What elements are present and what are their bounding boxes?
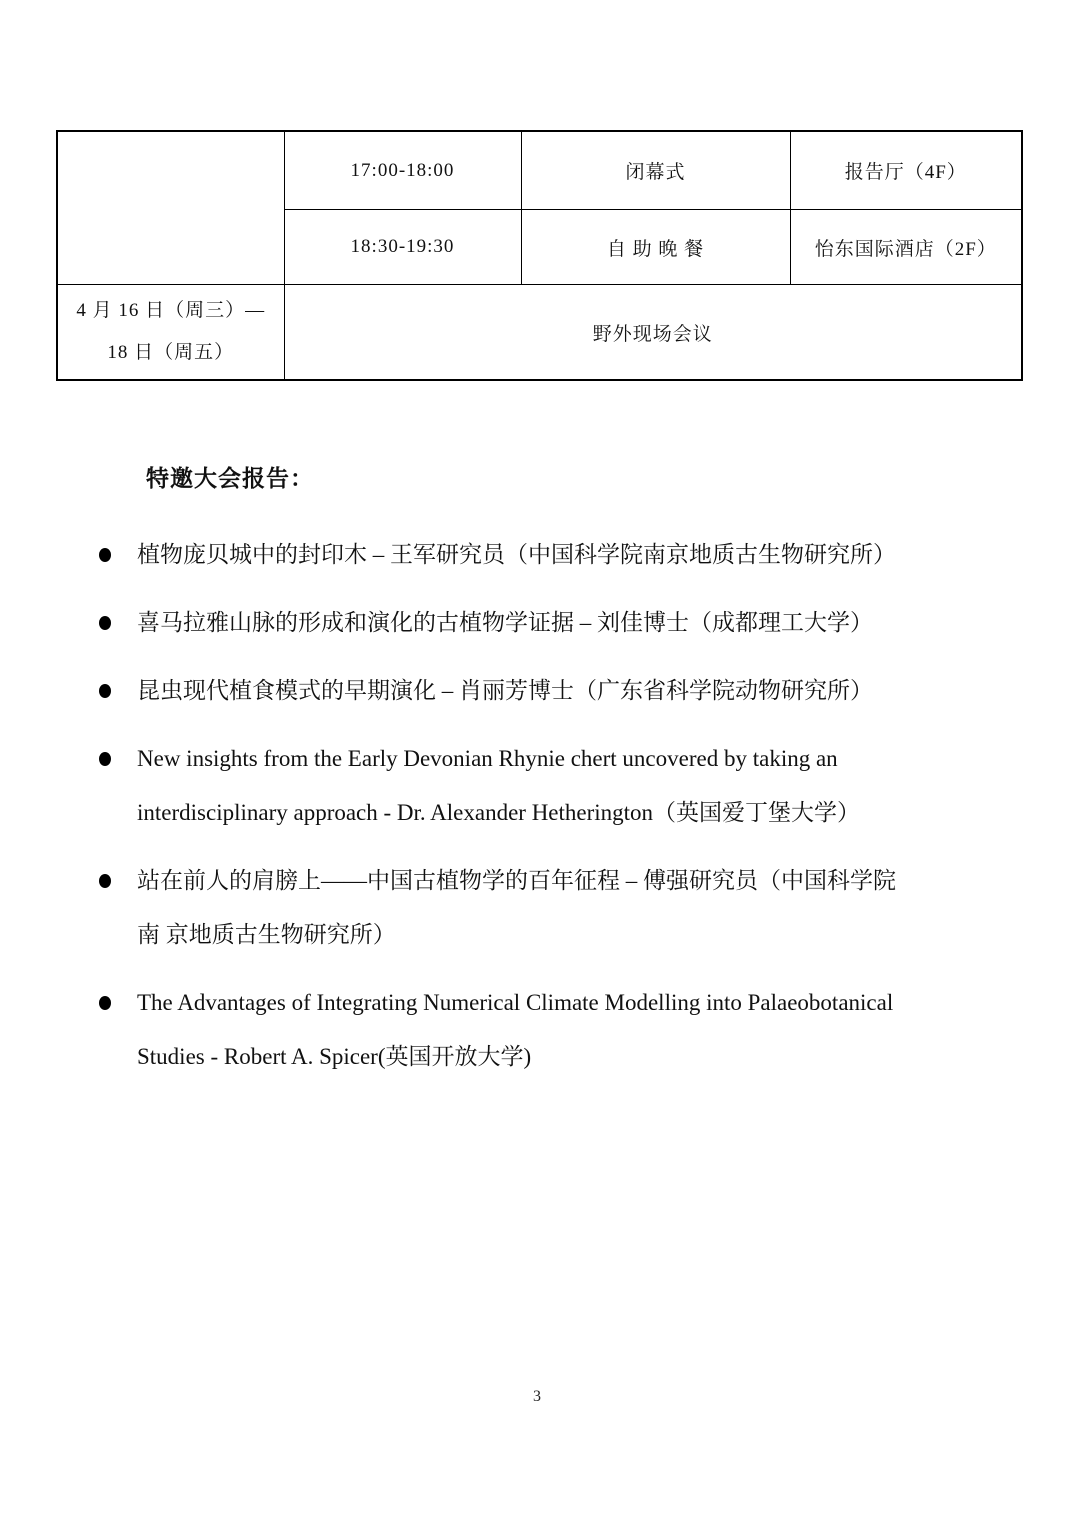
talk-text: interdisciplinary approach - Dr. Alexander Hetherington（英国爱丁堡大学） bbox=[137, 800, 861, 825]
page-number: 3 bbox=[533, 1388, 541, 1405]
list-item bbox=[99, 854, 1029, 962]
invited-talks-list bbox=[99, 528, 1029, 1098]
location-cell: 怡东国际酒店（2F） bbox=[790, 210, 1022, 285]
talk-text: The Advantages of Integrating Numerical Climate Modelling into Palaeobotanical bbox=[137, 990, 894, 1015]
bullet-icon bbox=[99, 548, 111, 562]
bullet-icon bbox=[99, 684, 111, 698]
talk-text: 站在前人的肩膀上——中国古植物学的百年征程 – 傅强研究员（中国科学院 bbox=[137, 868, 896, 893]
time-cell: 18:30-19:30 bbox=[284, 210, 521, 285]
bullet-icon bbox=[99, 752, 111, 766]
list-item bbox=[99, 976, 1029, 1084]
table-row bbox=[57, 285, 1022, 381]
talk-text: 植物庞贝城中的封印木 – 王军研究员（中国科学院南京地质古生物研究所） bbox=[137, 542, 896, 567]
section-heading: 特邀大会报告： bbox=[146, 466, 314, 491]
talk-text: 南 京地质古生物研究所） bbox=[137, 922, 396, 947]
bullet-icon bbox=[99, 874, 111, 888]
bullet-icon bbox=[99, 996, 111, 1010]
date-cell-empty bbox=[57, 131, 284, 285]
date-cell bbox=[57, 285, 284, 381]
location-cell: 报告厅（4F） bbox=[790, 131, 1022, 210]
bullet-icon bbox=[99, 616, 111, 630]
list-item bbox=[99, 528, 1029, 582]
event-cell: 自 助 晚 餐 bbox=[521, 210, 790, 285]
list-item bbox=[99, 732, 1029, 840]
talk-text: 昆虫现代植食模式的早期演化 – 肖丽芳博士（广东省科学院动物研究所） bbox=[137, 678, 873, 703]
list-item bbox=[99, 596, 1029, 650]
event-cell: 闭幕式 bbox=[521, 131, 790, 210]
talk-text: New insights from the Early Devonian Rhynie chert uncovered by taking an bbox=[137, 746, 838, 771]
schedule-table bbox=[56, 130, 1023, 381]
talk-text: 喜马拉雅山脉的形成和演化的古植物学证据 – 刘佳博士（成都理工大学） bbox=[137, 610, 873, 635]
list-item bbox=[99, 664, 1029, 718]
time-cell: 17:00-18:00 bbox=[284, 131, 521, 210]
date-line-1: 4 月 16 日（周三）— bbox=[76, 300, 266, 321]
event-cell: 野外现场会议 bbox=[284, 285, 1022, 381]
date-line-2: 18 日（周五） bbox=[107, 342, 235, 363]
talk-text: Studies - Robert A. Spicer(英国开放大学) bbox=[137, 1044, 532, 1069]
table-row bbox=[57, 131, 1022, 210]
